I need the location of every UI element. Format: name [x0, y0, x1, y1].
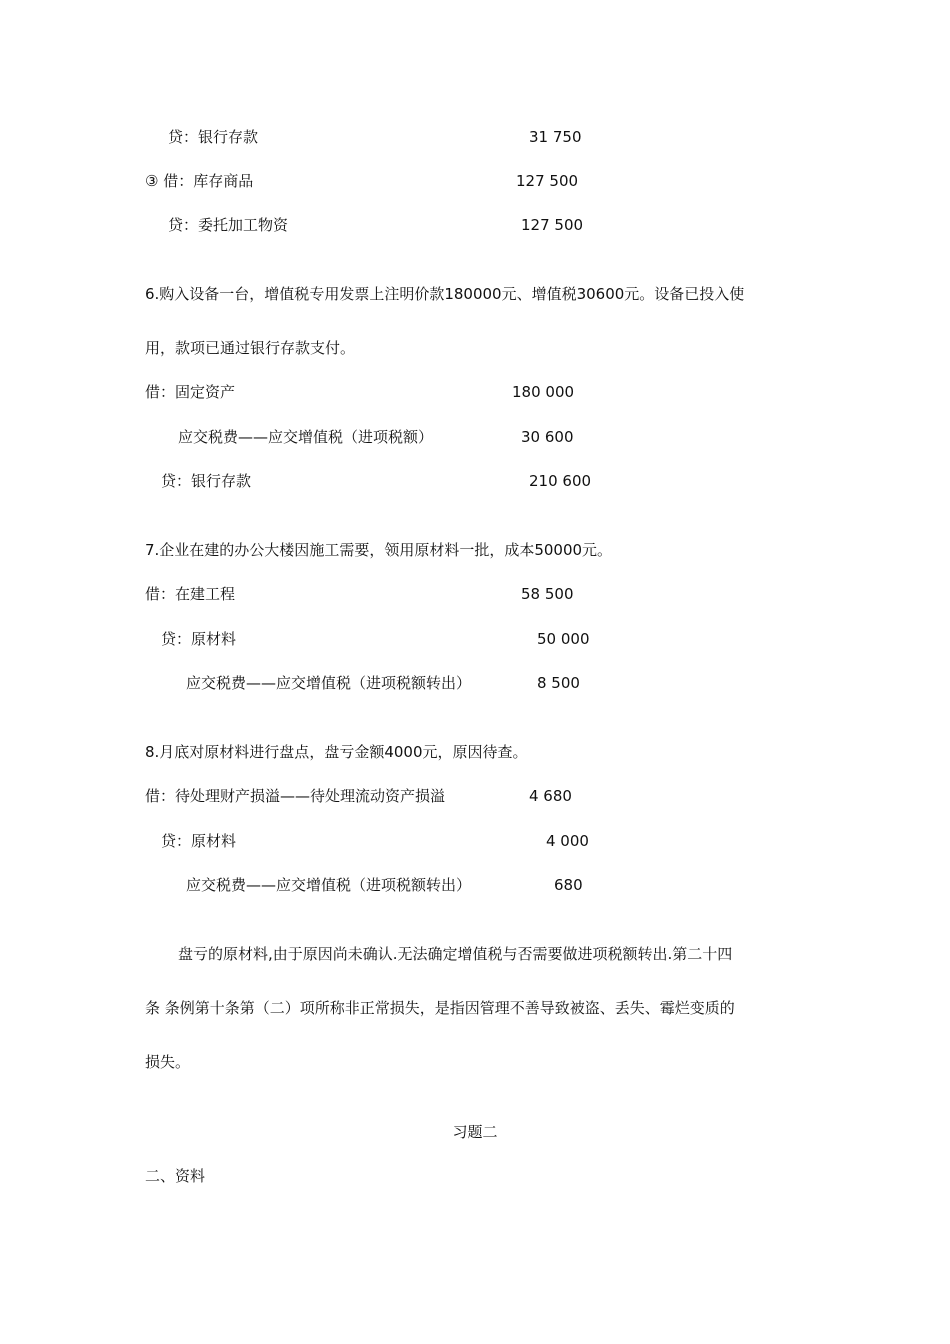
question-7-text: 7.企业在建的办公大楼因施工需要，领用原材料一批，成本50000元。: [145, 541, 613, 559]
entry-amount: 127 500: [516, 172, 579, 190]
entry-amount: 8 500: [537, 674, 580, 692]
note-text-cont: 条 条例第十条第（二）项所称非正常损失，是指因管理不善导致被盗、丢失、霉烂变质的: [145, 999, 735, 1017]
entry-amount: 180 000: [512, 383, 575, 401]
entry-account: 借：待处理财产损溢——待处理流动资产损溢: [145, 787, 446, 805]
question-6-text: 6.购入设备一台，增值税专用发票上注明价款180000元、增值税30600元。设备已投入使: [145, 285, 745, 303]
entry-account: 借：固定资产: [145, 383, 236, 401]
entry-account: 应交税费——应交增值税（进项税额转出）: [186, 674, 472, 692]
entry-amount: 50 000: [537, 630, 590, 648]
entry-amount: 680: [554, 876, 583, 894]
entry-account: 贷：银行存款: [161, 472, 252, 490]
entry-account: 贷：原材料: [161, 630, 237, 648]
question-8-text: 8.月底对原材料进行盘点，盘亏金额4000元，原因待查。: [145, 743, 528, 761]
section-title: 习题二: [452, 1123, 498, 1141]
entry-amount: 30 600: [521, 428, 574, 446]
question-6-text-cont: 用，款项已通过银行存款支付。: [145, 339, 356, 357]
section-heading: 二、资料: [145, 1167, 206, 1185]
entry-account: ③ 借：库存商品: [145, 172, 254, 190]
entry-account: 贷：银行存款: [168, 128, 259, 146]
entry-amount: 4 000: [546, 832, 589, 850]
entry-account: 贷：原材料: [161, 832, 237, 850]
entry-account: 借：在建工程: [145, 585, 236, 603]
entry-amount: 31 750: [529, 128, 582, 146]
note-text-end: 损失。: [145, 1053, 191, 1071]
note-text: 盘亏的原材料,由于原因尚未确认.无法确定增值税与否需要做进项税额转出.第二十四: [178, 945, 733, 963]
entry-amount: 127 500: [521, 216, 584, 234]
entry-amount: 58 500: [521, 585, 574, 603]
entry-account: 应交税费——应交增值税（进项税额转出）: [186, 876, 472, 894]
entry-account: 应交税费——应交增值税（进项税额）: [178, 428, 434, 446]
entry-amount: 210 600: [529, 472, 592, 490]
entry-amount: 4 680: [529, 787, 572, 805]
entry-account: 贷：委托加工物资: [168, 216, 289, 234]
